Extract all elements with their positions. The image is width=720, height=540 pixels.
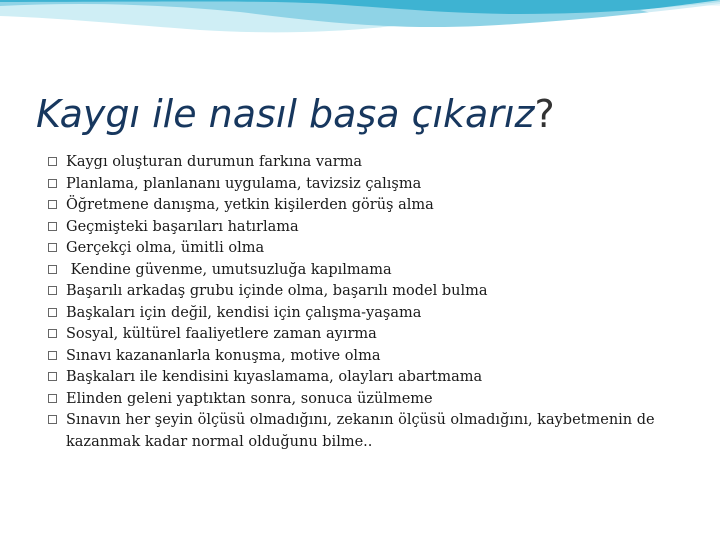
header-wave-decoration: [0, 0, 720, 70]
bullet-item: [48, 195, 688, 217]
bullet-text: Öğretmene danışma, yetkin kişilerden görüş alma: [66, 197, 434, 213]
square-bullet-icon: [48, 200, 57, 209]
square-bullet-icon: [48, 179, 57, 188]
bullet-item: [48, 303, 688, 325]
bullet-text: Sosyal, kültürel faaliyetlere zaman ayırma: [66, 326, 377, 342]
square-bullet-icon: [48, 372, 57, 381]
bullet-item: [48, 367, 688, 389]
bullet-text: Başkaları ile kendisini kıyaslamama, olayları abartmama: [66, 369, 483, 385]
square-bullet-icon: [48, 265, 57, 274]
bullet-text: Sınavı kazananlarla konuşma, motive olma: [66, 347, 381, 364]
square-bullet-icon: [48, 394, 57, 403]
bullet-text: Kaygı oluşturan durumun farkına varma: [66, 154, 363, 170]
bullet-list: [48, 152, 688, 453]
bullet-text: Gerçekçi olma, ümitli olma: [66, 240, 265, 256]
square-bullet-icon: [48, 351, 57, 360]
bullet-item: [48, 152, 688, 174]
square-bullet-icon: [48, 157, 57, 166]
title-question-mark: ?: [534, 92, 555, 136]
square-bullet-icon: [48, 415, 57, 424]
square-bullet-icon: [48, 308, 57, 317]
bullet-text: Kendine güvenme, umutsuzluğa kapılmama: [66, 261, 392, 278]
square-bullet-icon: [48, 329, 57, 338]
bullet-text: Başkaları için değil, kendisi için çalışma-yaşama: [66, 304, 422, 321]
bullet-item: [48, 217, 688, 239]
bullet-item: [48, 410, 688, 453]
bullet-item: [48, 346, 688, 368]
bullet-text: Planlama, planlananı uygulama, tavizsiz çalışma: [66, 175, 422, 192]
bullet-item: [48, 281, 688, 303]
square-bullet-icon: [48, 286, 57, 295]
square-bullet-icon: [48, 222, 57, 231]
bullet-item: [48, 238, 688, 260]
slide-title: [36, 92, 555, 136]
bullet-item: [48, 260, 688, 282]
bullet-text: Geçmişteki başarıları hatırlama: [66, 218, 299, 235]
bullet-item: [48, 324, 688, 346]
bullet-text: Elinden geleni yaptıktan sonra, sonuca üzülmeme: [66, 390, 433, 407]
bullet-text: Sınavın her şeyin ölçüsü olmadığını, zekanın ölçüsü olmadığını, kaybetmenin de kazanmak kadar normal olduğunu bilme..: [66, 412, 655, 450]
title-text: Kaygı ile nasıl başa çıkarız: [36, 92, 535, 136]
bullet-item: [48, 174, 688, 196]
bullet-text: Başarılı arkadaş grubu içinde olma, başarılı model bulma: [66, 283, 488, 299]
bullet-item: [48, 389, 688, 411]
square-bullet-icon: [48, 243, 57, 252]
